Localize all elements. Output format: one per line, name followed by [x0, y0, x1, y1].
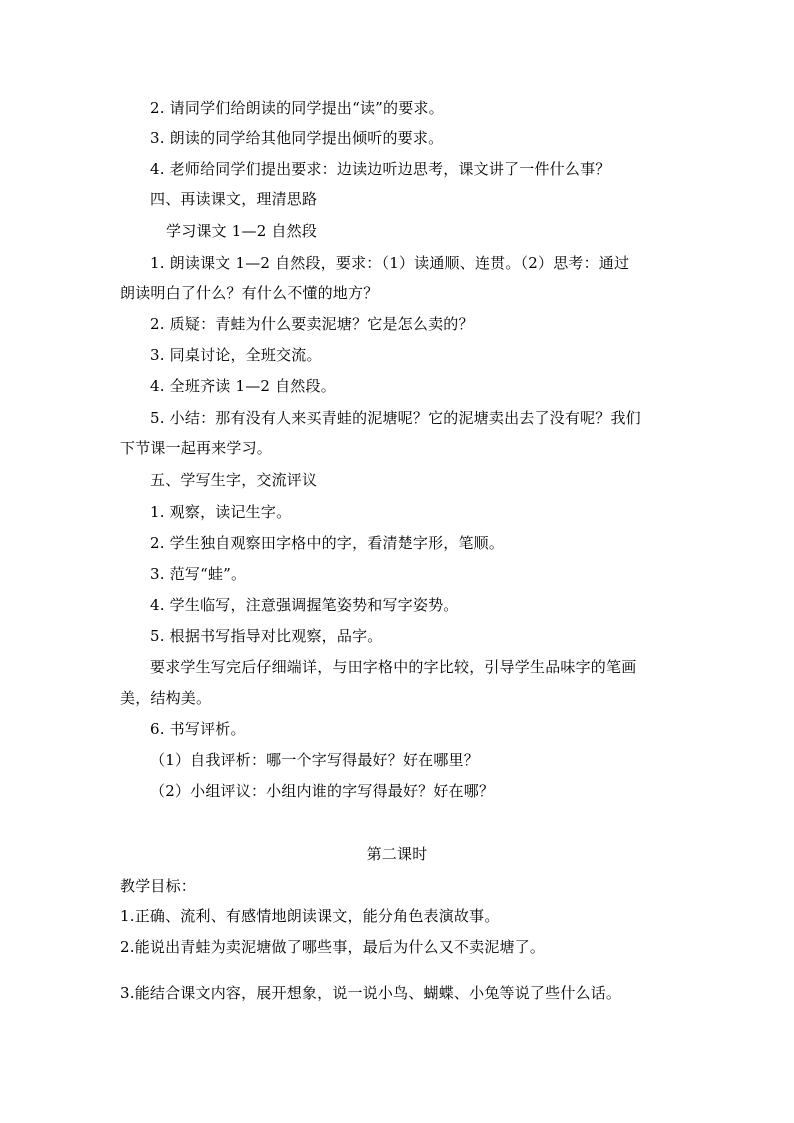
self-evaluation: （1）自我评析：哪一个字写得最好？好在哪里？ [150, 751, 479, 769]
writing-step-1: 1. 观察，读记生字。 [150, 503, 292, 521]
step-2-read-requirements: 2. 请同学们给朗读的同学提出“读”的要求。 [150, 99, 444, 117]
writing-step-6: 6. 书写评析。 [150, 720, 246, 738]
goal-2: 2.能说出青蛙为卖泥塘做了哪些事，最后为什么又不卖泥塘了。 [120, 938, 546, 956]
writing-step-3: 3. 范写“蛙”。 [150, 565, 247, 583]
requirement-line-2: 美，结构美。 [120, 689, 212, 707]
summary-line-1: 5. 小结：那有没有人来买青蛙的泥塘呢？它的泥塘卖出去了没有呢？我们 [150, 409, 641, 427]
section-subheading-paragraphs: 学习课文 1—2 自然段 [166, 222, 318, 240]
writing-step-2: 2. 学生独自观察田字格中的字，看清楚字形，笔顺。 [150, 534, 505, 552]
question-1-line-2: 朗读明白了什么？有什么不懂的地方？ [120, 284, 379, 302]
question-1-line-1: 1. 朗读课文 1—2 自然段，要求：（1）读通顺、连贯。（2）思考：通过 [150, 254, 630, 272]
goal-3: 3.能结合课文内容，展开想象，说一说小鸟、蝴蝶、小兔等说了些什么话。 [120, 984, 622, 1002]
summary-line-2: 下节课一起再来学习。 [120, 439, 273, 457]
question-4: 4. 全班齐读 1—2 自然段。 [150, 377, 336, 395]
writing-step-5: 5. 根据书写指导对比观察，品字。 [150, 627, 383, 645]
section-heading-4: 四、再读课文，理清思路 [150, 190, 318, 208]
question-2: 2. 质疑：青蛙为什么要卖泥塘？它是怎么卖的？ [150, 315, 474, 333]
group-evaluation: （2）小组评议：小组内谁的字写得最好？好在哪？ [150, 782, 495, 800]
section-heading-5: 五、学写生字，交流评议 [150, 471, 318, 489]
requirement-line-1: 要求学生写完后仔细端详，与田字格中的字比较，引导学生品味字的笔画 [150, 658, 637, 676]
teaching-goals-label: 教学目标： [120, 877, 197, 895]
goal-1: 1.正确、流利、有感情地朗读课文，能分角色表演故事。 [120, 907, 500, 925]
lesson-2-title: 第二课时 [366, 845, 428, 863]
question-3: 3. 同桌讨论，全班交流。 [150, 346, 322, 364]
step-4-teacher-requirements: 4. 老师给同学们提出要求：边读边听边思考，课文讲了一件什么事？ [150, 160, 611, 178]
step-3-listen-requirements: 3. 朗读的同学给其他同学提出倾听的要求。 [150, 129, 444, 147]
writing-step-4: 4. 学生临写，注意强调握笔姿势和写字姿势。 [150, 596, 459, 614]
